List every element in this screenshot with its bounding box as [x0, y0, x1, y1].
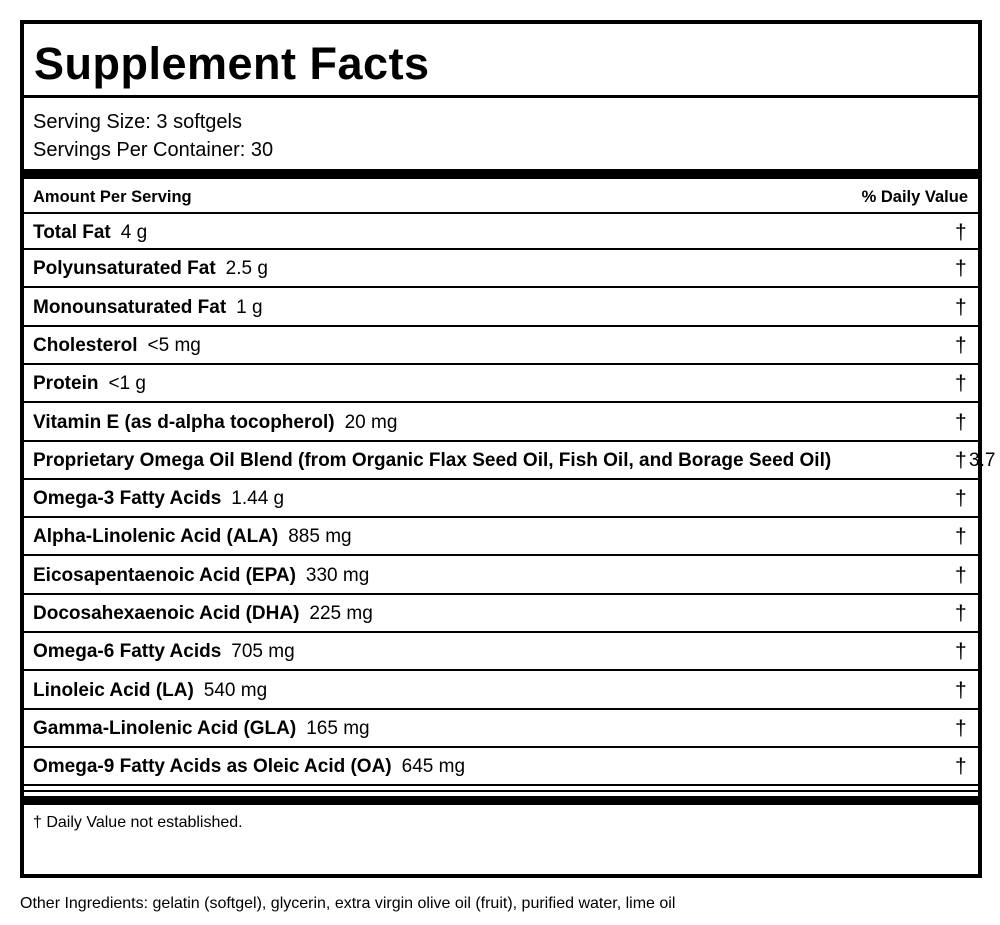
nutrient-name: Omega-6 Fatty Acids — [33, 641, 222, 663]
nutrient-row — [24, 710, 978, 748]
daily-value-dagger: † — [955, 716, 967, 740]
other-ingredients: Other Ingredients: gelatin (softgel), glycerin, extra virgin olive oil (fruit), purified water, lime oil — [20, 895, 676, 912]
nutrient-text — [33, 755, 465, 779]
nutrient-amount: <5 mg — [147, 334, 201, 356]
nutrient-row — [24, 633, 978, 671]
nutrient-row — [24, 748, 978, 786]
daily-value-dagger: † — [955, 602, 967, 625]
daily-value-dagger: † — [955, 487, 967, 511]
nutrient-name: Gamma-Linolenic Acid (GLA) — [33, 717, 297, 739]
nutrient-row — [24, 365, 978, 403]
nutrient-amount: 330 mg — [305, 564, 370, 586]
nutrient-name: Linoleic Acid (LA) — [33, 679, 194, 701]
serving-size: Serving Size: 3 softgels — [33, 111, 242, 133]
nutrient-text — [33, 257, 268, 281]
nutrient-text — [33, 564, 369, 588]
daily-value-dagger: † — [955, 372, 967, 396]
nutrient-name: Proprietary Omega Oil Blend (from Organic Flax Seed Oil, Fish Oil, and Borage Seed Oil) — [33, 449, 832, 471]
daily-value-dagger: † — [955, 755, 967, 779]
nutrient-row — [24, 404, 978, 442]
nutrient-name: Eicosapentaenoic Acid (EPA) — [33, 564, 296, 586]
nutrient-row — [24, 672, 978, 710]
nutrient-name: Cholesterol — [33, 334, 138, 356]
daily-value-dagger: † — [955, 678, 967, 702]
nutrient-row — [24, 557, 978, 595]
nutrient-text — [33, 296, 263, 320]
nutrient-row — [24, 327, 978, 365]
nutrient-row — [24, 212, 978, 250]
nutrient-amount: 540 mg — [203, 679, 268, 701]
nutrient-name: Omega-3 Fatty Acids — [33, 488, 222, 510]
nutrient-row — [24, 595, 978, 633]
daily-value-dagger: † — [955, 333, 967, 357]
nutrient-text — [33, 679, 267, 703]
nutrient-row — [24, 250, 978, 288]
nutrient-amount: 20 mg — [344, 411, 398, 433]
serving-info — [33, 108, 273, 164]
nutrient-amount: 1.44 g — [231, 488, 285, 510]
nutrient-amount: 4 g — [120, 222, 148, 243]
daily-value-dagger: † — [955, 525, 967, 549]
overflow-amount: 3.7 — [969, 449, 996, 471]
nutrient-text — [33, 334, 201, 358]
nutrient-amount: 705 mg — [231, 641, 295, 663]
nutrient-amount: <1 g — [108, 373, 146, 395]
daily-value-dagger: † — [955, 563, 967, 587]
nutrient-row — [24, 480, 978, 518]
nutrient-amount: 1 g — [236, 296, 263, 318]
title-divider — [24, 95, 978, 98]
servings-per-container: Servings Per Container: 30 — [33, 139, 274, 161]
thick-divider-bottom — [24, 796, 978, 805]
nutrient-amount: 165 mg — [306, 717, 370, 739]
daily-value-dagger: † — [955, 295, 967, 319]
nutrient-row — [24, 289, 978, 327]
nutrient-name: Monounsaturated Fat — [33, 296, 227, 318]
nutrient-text — [33, 640, 295, 664]
nutrient-amount: 645 mg — [401, 756, 466, 778]
nutrient-text — [33, 449, 831, 473]
daily-value-dagger: † — [955, 448, 967, 472]
nutrient-amount: 2.5 g — [225, 258, 268, 280]
thin-divider-bottom — [24, 790, 978, 792]
nutrient-name: Vitamin E (as d-alpha tocopherol) — [33, 411, 335, 433]
daily-value-dagger: † — [955, 640, 967, 664]
nutrient-text — [33, 372, 146, 396]
nutrient-name: Total Fat — [33, 222, 111, 243]
footnote: † Daily Value not established. — [33, 814, 243, 831]
nutrient-amount: 225 mg — [309, 603, 373, 624]
nutrient-name: Alpha-Linolenic Acid (ALA) — [33, 526, 279, 548]
amount-per-serving-header: Amount Per Serving — [33, 188, 192, 206]
daily-value-dagger: † — [955, 257, 967, 281]
nutrient-name: Docosahexaenoic Acid (DHA) — [33, 603, 300, 624]
nutrient-text — [33, 525, 352, 549]
nutrient-text — [33, 411, 397, 435]
supplement-facts-panel — [20, 20, 996, 878]
daily-value-dagger: † — [955, 221, 967, 244]
thick-divider-top — [24, 169, 978, 179]
nutrient-text — [33, 602, 373, 626]
nutrient-name: Protein — [33, 373, 99, 395]
nutrient-text — [33, 717, 370, 741]
nutrient-row — [24, 518, 978, 556]
daily-value-header: % Daily Value — [861, 188, 968, 206]
nutrient-row — [24, 442, 996, 480]
nutrient-name: Omega-9 Fatty Acids as Oleic Acid (OA) — [33, 756, 392, 778]
daily-value-dagger: † — [955, 410, 967, 434]
nutrient-text — [33, 487, 284, 511]
nutrient-text — [33, 221, 147, 245]
nutrient-name: Polyunsaturated Fat — [33, 258, 216, 280]
nutrient-amount: 885 mg — [288, 526, 352, 548]
panel-title: Supplement Facts — [34, 38, 430, 89]
